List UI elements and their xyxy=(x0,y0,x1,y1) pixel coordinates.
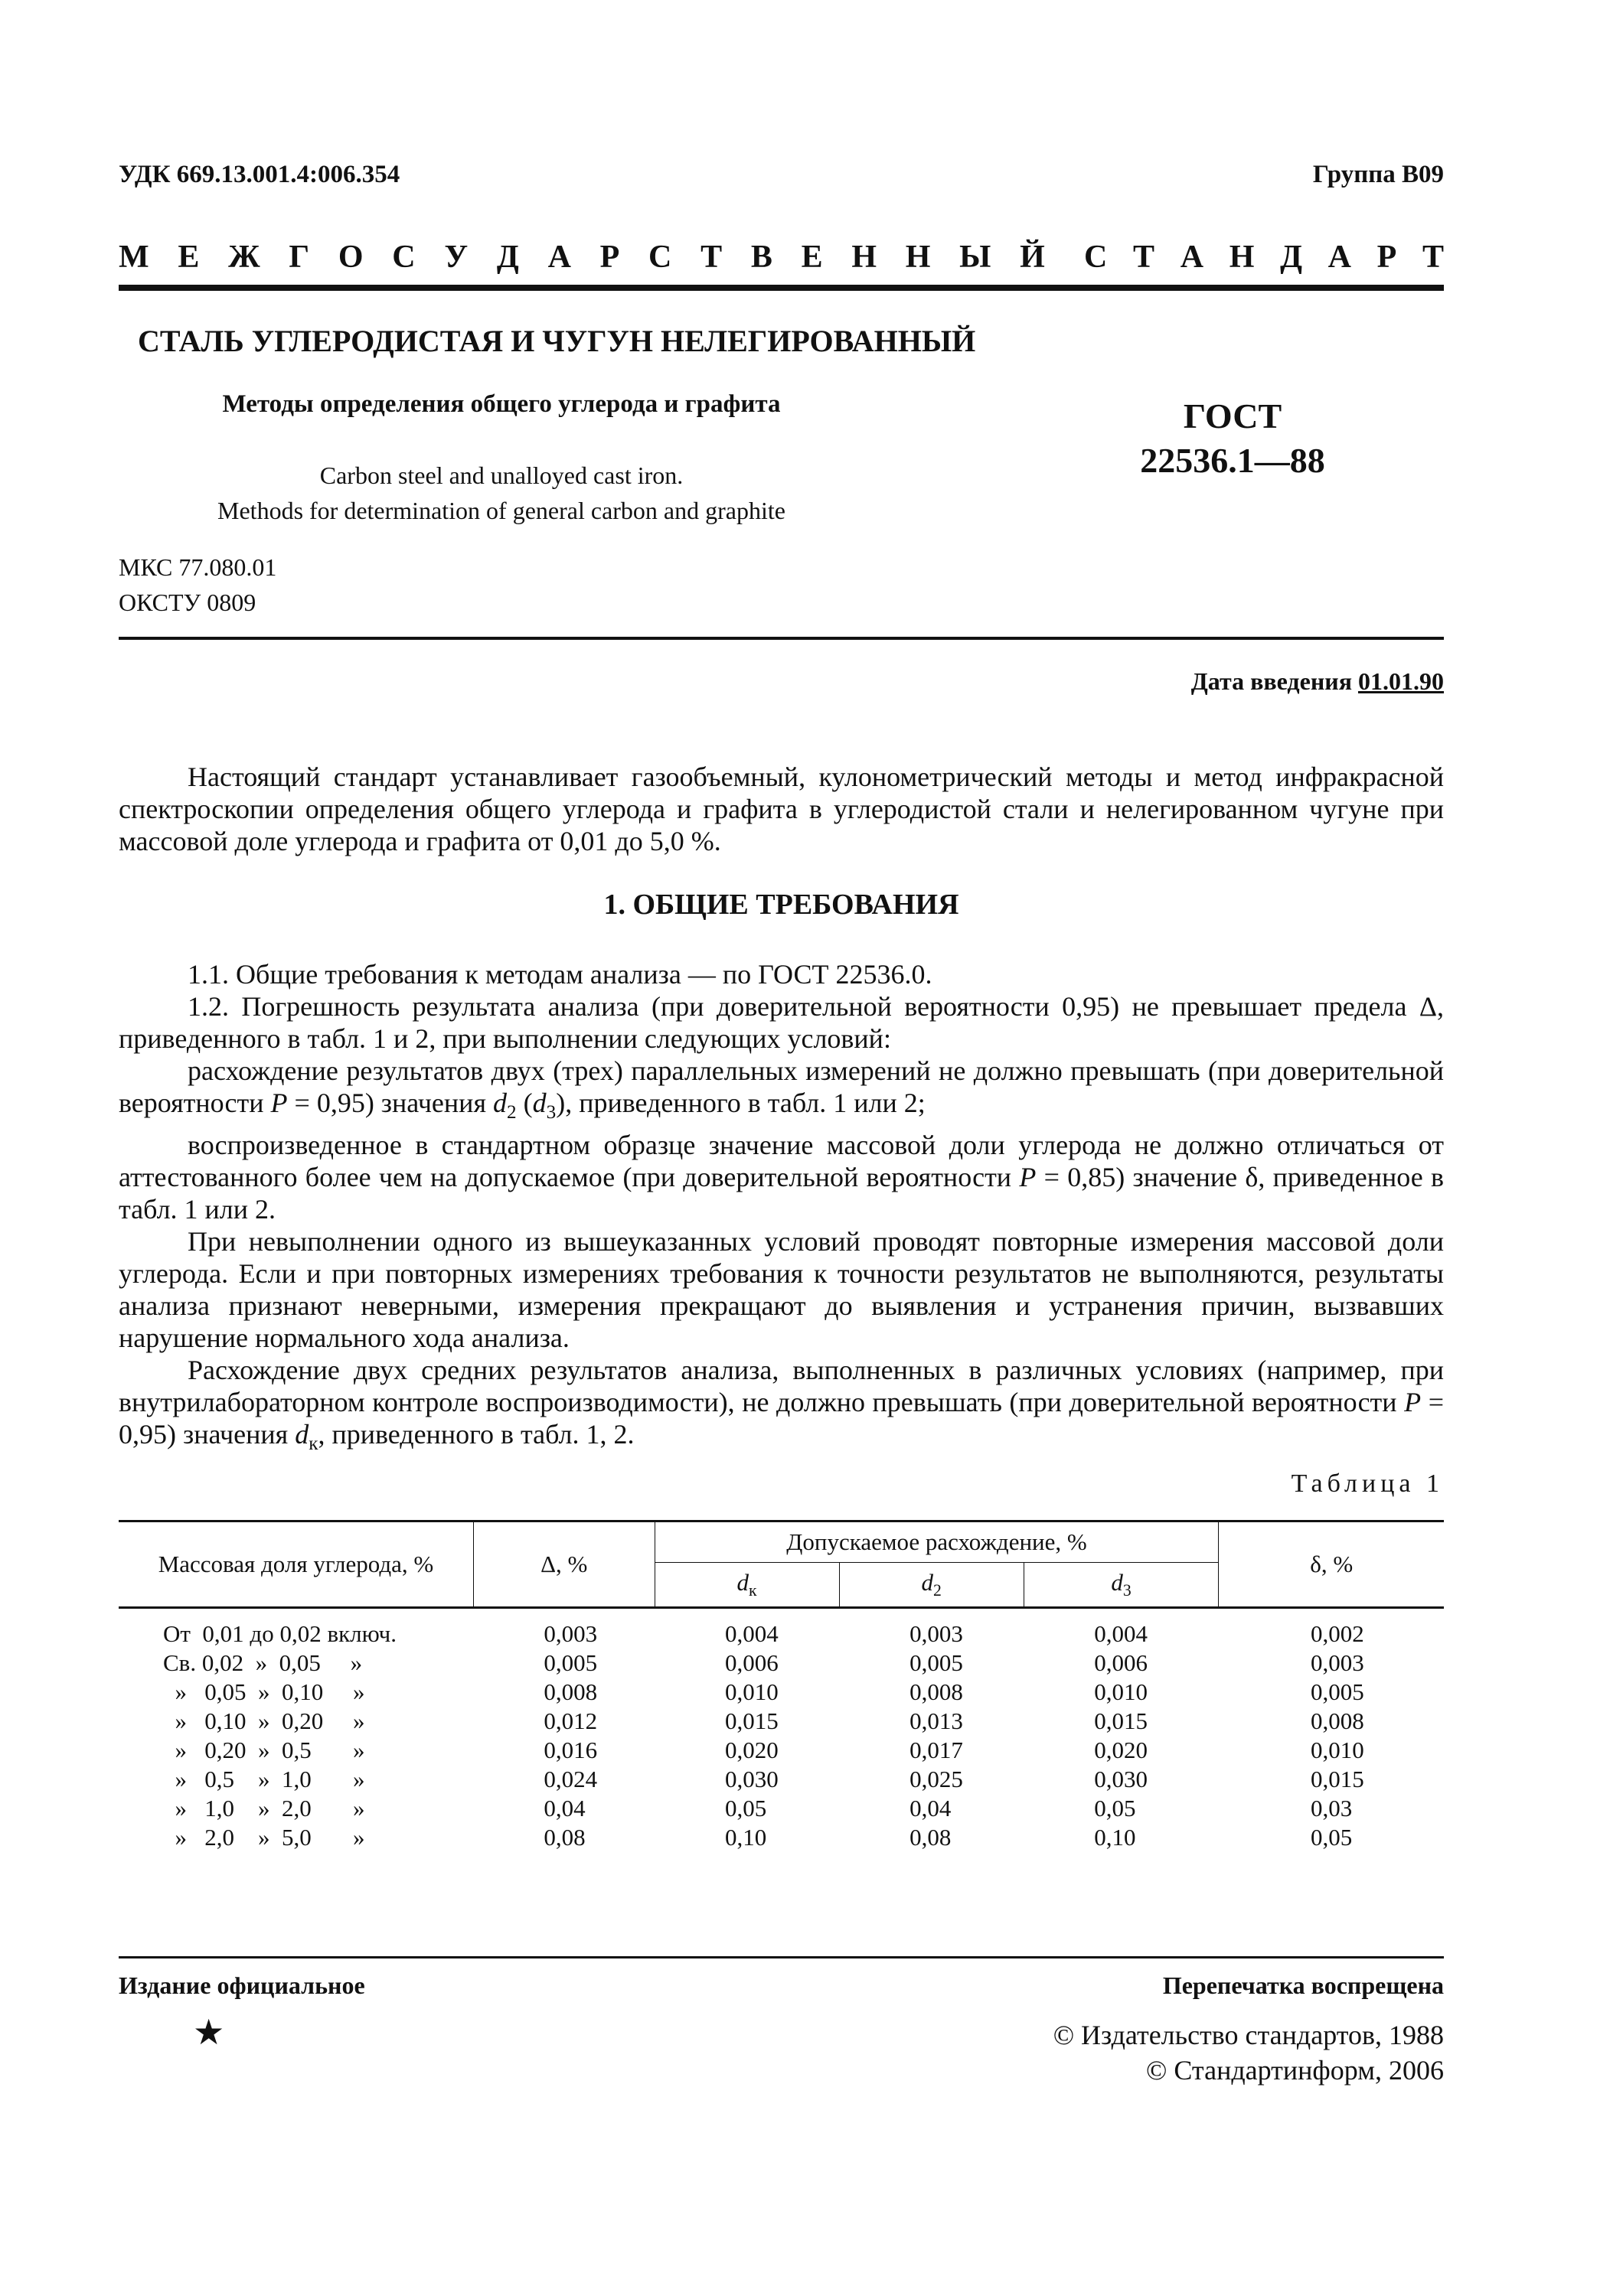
table-cell-delta: 0,003 xyxy=(544,1620,598,1648)
table-cell-delta: 0,016 xyxy=(544,1737,598,1764)
table-cell-d2: 0,017 xyxy=(909,1737,963,1764)
banner-letter: А xyxy=(1327,240,1351,275)
table-cell-delta: 0,04 xyxy=(544,1795,586,1822)
table-row xyxy=(119,1794,1444,1823)
table-cell-range: » 0,10 » 0,20 » xyxy=(163,1707,365,1735)
header-mass-fraction: Массовая доля углерода, % xyxy=(119,1521,473,1608)
table-cell-range: Св. 0,02 » 0,05 » xyxy=(163,1649,363,1677)
table-row xyxy=(119,1736,1444,1765)
banner-letter: С xyxy=(392,240,416,275)
average-results-paragraph: Расхождение двух средних результатов анализа, выполненных в различных условиях (например, при внутрилабораторном контроле воспроизводимости), не должно превышать (при доверительной вероятности P = 0,95) значения $d_к$, приведенного в табл. 1, 2. xyxy=(119,1355,1444,1455)
banner-letter: Й xyxy=(1020,240,1045,275)
banner-letter: Т xyxy=(1422,240,1444,275)
copyright-line-1: © Издательство стандартов, 1988 xyxy=(1053,2020,1444,2050)
table-cell-range: » 0,05 » 0,10 » xyxy=(163,1678,365,1706)
table-row xyxy=(119,1649,1444,1678)
banner-letter: Г xyxy=(289,240,310,275)
table-1 xyxy=(119,1520,1444,1852)
table-cell-range: » 2,0 » 5,0 » xyxy=(163,1824,365,1851)
udk-code: УДК 669.13.001.4:006.354 xyxy=(119,161,400,188)
table-cell-d3: 0,030 xyxy=(1094,1766,1148,1793)
table-1-body xyxy=(119,1608,1444,1853)
banner-letter: О xyxy=(338,240,364,275)
table-cell-d3: 0,006 xyxy=(1094,1649,1148,1677)
classification-codes xyxy=(119,550,276,620)
clause-1-1: 1.1. Общие требования к методам анализа — по ГОСТ 22536.0. xyxy=(188,959,932,990)
document-subtitle: Методы определения общего углерода и графита xyxy=(222,390,781,418)
table-cell-delta: 0,005 xyxy=(544,1649,598,1677)
table-cell-dk: 0,004 xyxy=(725,1620,779,1648)
star-icon: ★ xyxy=(193,2013,225,2052)
banner-letter: Н xyxy=(905,240,931,275)
gost-designation xyxy=(1041,394,1424,483)
table-row xyxy=(119,1765,1444,1794)
english-title-line-2: Methods for determination of general carbon and graphite xyxy=(217,497,785,524)
table-cell-d2: 0,04 xyxy=(909,1795,952,1822)
clause-1-2: 1.2. Погрешность результата анализа (при доверительной вероятности 0,95) не превышает предела Δ, приведенного в табл. 1 и 2, при выполнении следующих условий: xyxy=(119,991,1444,1054)
banner-letter: С xyxy=(648,240,672,275)
banner-letter: Ж xyxy=(228,240,260,275)
intro-paragraph-block xyxy=(119,761,1444,857)
table-cell-range: От 0,01 до 0,02 включ. xyxy=(163,1620,397,1648)
table-cell-dk: 0,006 xyxy=(725,1649,779,1677)
table-cell-sd: 0,008 xyxy=(1310,1707,1364,1735)
header-dk: $d_к$ xyxy=(655,1563,839,1608)
table-cell-dk: 0,020 xyxy=(725,1737,779,1764)
condition-reference-sample: воспроизведенное в стандартном образце значение массовой доли углерода не должно отличаться от аттестованного более чем на допускаемое (при доверительной вероятности P = 0,85) значение δ, приведенное в табл. 1 или 2. xyxy=(119,1130,1445,1225)
intro-date-value: 01.01.90 xyxy=(1358,667,1444,695)
copyright-line-2: © Стандартинформ, 2006 xyxy=(1146,2055,1444,2086)
intro-date xyxy=(1191,667,1444,696)
table-row xyxy=(119,1608,1444,1649)
table-cell-range: » 0,20 » 0,5 » xyxy=(163,1737,365,1764)
table-row xyxy=(119,1707,1444,1736)
footer-rule xyxy=(119,1956,1444,1958)
table-cell-sd: 0,05 xyxy=(1310,1824,1353,1851)
banner-letter: Д xyxy=(1280,240,1302,275)
table-cell-d2: 0,025 xyxy=(909,1766,963,1793)
banner-letter: У xyxy=(444,240,469,275)
table-cell-range: » 0,5 » 1,0 » xyxy=(163,1766,365,1793)
banner-letter: Е xyxy=(178,240,200,275)
banner-letter: Н xyxy=(851,240,877,275)
banner-letter: Р xyxy=(599,240,620,275)
table-cell-d3: 0,015 xyxy=(1094,1707,1148,1735)
table-cell-range: » 1,0 » 2,0 » xyxy=(163,1795,365,1822)
table-cell-sd: 0,003 xyxy=(1310,1649,1364,1677)
table-cell-d2: 0,08 xyxy=(909,1824,952,1851)
table-cell-d3: 0,004 xyxy=(1094,1620,1148,1648)
banner-right xyxy=(1084,239,1444,276)
table-cell-dk: 0,010 xyxy=(725,1678,779,1706)
header-allowed-difference: Допускаемое расхождение, % xyxy=(655,1521,1219,1563)
table-cell-d3: 0,010 xyxy=(1094,1678,1148,1706)
reprint-prohibited: Перепечатка воспрещена xyxy=(1162,1971,1444,1999)
document-title: СТАЛЬ УГЛЕРОДИСТАЯ И ЧУГУН НЕЛЕГИРОВАННЫЙ xyxy=(138,324,976,358)
banner-letter: Т xyxy=(700,240,723,275)
table-cell-delta: 0,008 xyxy=(544,1678,598,1706)
table-cell-d2: 0,013 xyxy=(909,1707,963,1735)
intro-paragraph: Настоящий стандарт устанавливает газообъемный, кулонометрический методы и метод инфракрасной спектроскопии определения общего углерода и графита в углеродистой стали и нелегированном чугуне при массовой доле углерода и графита от 0,01 до 5,0 %. xyxy=(119,762,1444,856)
banner-letter: В xyxy=(750,240,772,275)
header-small-delta: δ, % xyxy=(1219,1521,1444,1608)
banner-letter: Е xyxy=(801,240,823,275)
table-row xyxy=(119,1678,1444,1707)
interstate-standard-banner xyxy=(119,239,1444,276)
gost-label: ГОСТ xyxy=(1183,396,1282,435)
gost-number: 22536.1—88 xyxy=(1140,441,1325,480)
banner-left xyxy=(119,239,1045,276)
table-cell-d2: 0,005 xyxy=(909,1649,963,1677)
table-cell-dk: 0,10 xyxy=(725,1824,767,1851)
table-cell-sd: 0,005 xyxy=(1310,1678,1364,1706)
table-cell-d2: 0,003 xyxy=(909,1620,963,1648)
table-cell-sd: 0,010 xyxy=(1310,1737,1364,1764)
header-d2: $d_2$ xyxy=(839,1563,1024,1608)
banner-letter: С xyxy=(1084,240,1108,275)
banner-letter: Ы xyxy=(959,240,991,275)
banner-letter: Н xyxy=(1229,240,1255,275)
official-edition: Издание официальное xyxy=(119,1971,365,1999)
header-delta: Δ, % xyxy=(473,1521,655,1608)
repeat-measurement-paragraph: При невыполнении одного из вышеуказанных условий проводят повторные измерения массовой доли углерода. Если и при повторных измерениях требования к точности результатов не выполняются, результаты анализа признают неверными, измерения прекращают до выявления и устранения причин, вызвавших нарушение нормального хода анализа. xyxy=(119,1226,1444,1354)
table-1-caption: Таблица 1 xyxy=(1291,1469,1444,1498)
table-cell-d3: 0,10 xyxy=(1094,1824,1136,1851)
banner-letter: М xyxy=(119,240,149,275)
copyright-block xyxy=(1053,2017,1444,2088)
table-cell-dk: 0,05 xyxy=(725,1795,767,1822)
table-cell-sd: 0,015 xyxy=(1310,1766,1364,1793)
table-cell-sd: 0,002 xyxy=(1310,1620,1364,1648)
classification-rule xyxy=(119,637,1444,640)
banner-letter: Д xyxy=(496,240,519,275)
condition-parallel: расхождение результатов двух (трех) параллельных измерений не должно превышать (при доверительной вероятности P = 0,95) значения $d_2$ $(d_3)$, приведенного в табл. 1 или 2; xyxy=(119,1055,1444,1124)
table-cell-dk: 0,030 xyxy=(725,1766,779,1793)
english-title xyxy=(119,458,884,528)
table-row xyxy=(119,1823,1444,1852)
section-1-heading: 1. ОБЩИЕ ТРЕБОВАНИЯ xyxy=(603,889,959,921)
table-cell-delta: 0,08 xyxy=(544,1824,586,1851)
mks-code: МКС 77.080.01 xyxy=(119,553,277,581)
header-d3: $d_3$ xyxy=(1024,1563,1219,1608)
intro-date-label: Дата введения xyxy=(1190,667,1352,695)
table-cell-sd: 0,03 xyxy=(1310,1795,1353,1822)
table-cell-delta: 0,024 xyxy=(544,1766,598,1793)
english-title-line-1: Carbon steel and unalloyed cast iron. xyxy=(319,461,684,489)
table-cell-d2: 0,008 xyxy=(909,1678,963,1706)
banner-letter: Т xyxy=(1133,240,1155,275)
group-code: Группа В09 xyxy=(1312,161,1444,188)
table-cell-delta: 0,012 xyxy=(544,1707,598,1735)
banner-letter: А xyxy=(1180,240,1204,275)
banner-letter: Р xyxy=(1376,240,1397,275)
table-cell-d3: 0,020 xyxy=(1094,1737,1148,1764)
table-cell-dk: 0,015 xyxy=(725,1707,779,1735)
header-rule xyxy=(119,285,1444,291)
banner-letter: А xyxy=(547,240,571,275)
section-1-body xyxy=(119,958,1444,1460)
table-cell-d3: 0,05 xyxy=(1094,1795,1136,1822)
okstu-code: ОКСТУ 0809 xyxy=(119,589,256,616)
